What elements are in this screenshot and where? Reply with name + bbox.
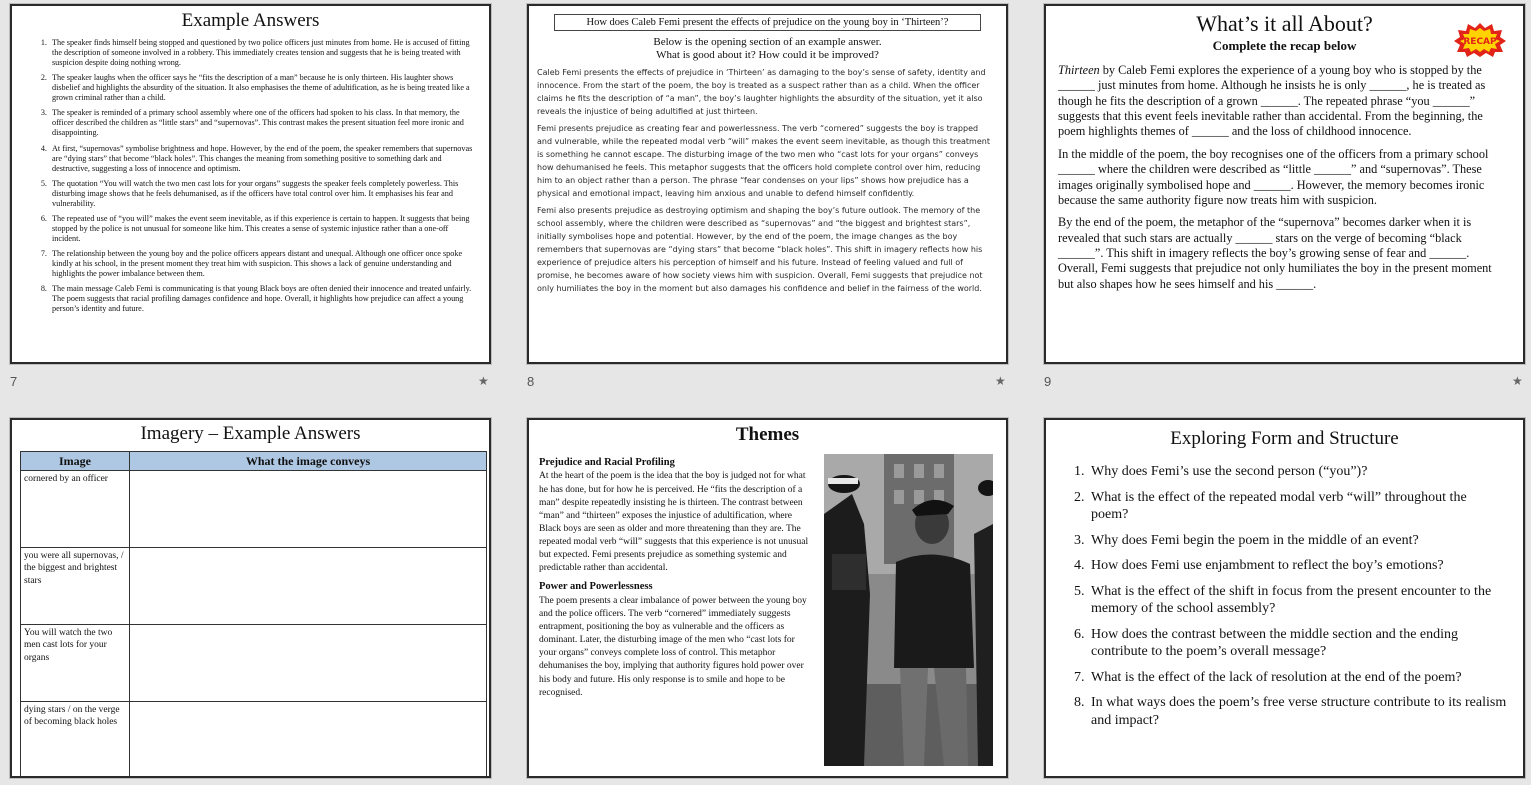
theme-heading: Power and Powerlessness (539, 581, 653, 593)
poem-title: Thirteen (1058, 63, 1100, 77)
star-icon[interactable]: ★ (1512, 374, 1523, 388)
list-item: 6. How does the contrast between the middle section and the ending contribute to the poem’s overall message? (1074, 626, 1459, 659)
police-stop-photo (824, 454, 993, 766)
list-item: 3. Why does Femi begin the poem in the middle of an event? (1074, 532, 1419, 548)
image-cell: You will watch the two men cast lots for your organs (21, 625, 130, 702)
example-answer (537, 67, 994, 295)
question-text: Why does Femi’s use the second person (“you”)? (1091, 464, 1368, 479)
table-row (21, 471, 487, 548)
list-item: 3. The speaker is reminded of a primary school assembly where one of the officers had spoken to his class. In that memory, the officer described the children as “little stars” and “supernovas”. This contrast makes the present situation feel more ironic and disappointing. (49, 108, 475, 138)
slide-number: 8 (527, 374, 535, 389)
table-header-image: Image (21, 452, 130, 471)
list-item: 1. Why does Femi’s use the second person (“you”)? (1074, 464, 1368, 479)
answer-paragraph: Femi presents prejudice as creating fear and powerlessness. The verb “cornered” suggests the boy is trapped and vulnerable, while the repeated modal verb “will” makes the event seem inevitable, as though this treatment is something he cannot escape. The disturbing image of the two men who “cast lots for your organs” conveys how dehumanised he feels. This metaphor suggests that the officers hold complete control over him, reducing him to an object rather than a person. The phrase “fear condenses on your lips” shows how prejudice has a physical and emotional impact, leaving him anxious and unable to defend himself confidently. (537, 124, 990, 198)
list-item: 2. What is the effect of the repeated modal verb “will” throughout the poem? (1074, 489, 1467, 522)
slide-10[interactable] (10, 418, 491, 778)
slide-title: Imagery – Example Answers (140, 423, 361, 444)
slide-11[interactable] (527, 418, 1008, 778)
theme-paragraph: At the heart of the poem is the idea that the boy is judged not for what he has done, but for how he is perceived. He “fits the description of a man” despite repeatedly insisting he is thirteen. The contrast between “man” and “thirteen” exposes the injustice of adultification, where Black boys are seen as older and more threatening than they are. The repeated modal verb “will” suggests that this experience is not unusual but expected. Femi presents prejudice as something systemic and predictable rather than accidental. (539, 471, 809, 574)
list-item: 8. In what ways does the poem’s free verse structure contribute to its realism and impact? (1074, 695, 1507, 728)
answer-paragraph: Femi also presents prejudice as destroying optimism and shaping the boy’s future outlook. The memory of the school assembly, where the children were described as “supernovas” and “the biggest and brightest stars”, initially symbolises hope and potential. However, by the end of the poem, the image changes as the boy remembers that supernovas are “dying stars” that become “black holes”. This shift in imagery reflects how his experience of prejudice alters his perception of himself and his future. Instead of feeling valued and full of promise, he becomes aware of how society views him with suspicion. Overall, Femi suggests that prejudice not only humiliates the boy in the moment but also damages his confidence and belief in the fairness of the world. (537, 205, 983, 293)
table-row (21, 625, 487, 702)
slide-title: Example Answers (181, 10, 320, 31)
imagery-table (20, 451, 487, 778)
slide-12[interactable] (1044, 418, 1525, 778)
themes-text (539, 456, 814, 705)
subtitle-line: What is good about it? How could it be improved? (656, 49, 879, 62)
theme-heading: Prejudice and Racial Profiling (539, 457, 675, 468)
list-item: 8. The main message Caleb Femi is communicating is that young Black boys are often denied their innocence and treated unfairly. The poem suggests that racial profiling damages confidence and hope. Overall, it highlights how prejudice can affect a young person’s identity and future. (49, 284, 475, 314)
slide-8[interactable] (527, 4, 1008, 364)
question-text: What is the effect of the lack of resolution at the end of the poem? (1091, 669, 1462, 685)
question-text: What is the effect of the repeated modal verb “will” throughout the poem? (1091, 489, 1467, 522)
list-item: 1. The speaker finds himself being stopped and questioned by two police officers just minutes from home. He is accused of fitting the description of someone involved in a robbery. This immediately creates tension and suggests that he is being treated with suspicion despite doing nothing wrong. (49, 38, 475, 68)
badge-text: RECAP (1463, 37, 1497, 47)
question-box: How does Caleb Femi present the effects of prejudice on the young boy in ‘Thirteen’? (554, 14, 981, 31)
list-item: 2. The speaker laughs when the officer says he “fits the description of a man” because he is only thirteen. His laughter shows disbelief and highlights the absurdity of the situation. It also emphasises the theme of adultification, as he is being treated like a grown criminal rather than a child. (49, 73, 475, 103)
image-cell: dying stars / on the verge of becoming black holes (21, 702, 130, 779)
slide-number: 7 (10, 374, 18, 389)
table-row (21, 548, 487, 625)
question-text: How does Femi use enjambment to reflect the boy’s emotions? (1091, 558, 1444, 573)
list-item: 6. The repeated use of “you will” makes the event seem inevitable, as if this experience is certain to happen. It suggests that being stopped by the police is not unusual for someone like him. This creates a sense of systemic injustice rather than a one-off incident. (49, 214, 475, 244)
recap-badge-icon (1453, 22, 1507, 58)
slide-title: Themes (735, 424, 800, 445)
slide-subtitle: Complete the recap below (1212, 38, 1357, 53)
conveys-cell[interactable] (130, 625, 487, 702)
star-icon[interactable]: ★ (995, 374, 1006, 388)
question-list (1074, 463, 1507, 729)
slide-title: What’s it all About? (1196, 11, 1373, 36)
answer-list (37, 38, 475, 314)
list-item: 7. The relationship between the young boy and the police officers appears distant and unequal. Although one officer once spoke kindly at his school, in the present moment they treat him with suspicion. This shows a lack of genuine understanding and highlights the power imbalance between them. (49, 249, 475, 279)
list-item: 4. At first, “supernovas” symbolise brightness and hope. However, by the end of the poem, the speaker remembers that supernovas are “dying stars” that become “black holes”. This changes the meaning from something positive to something dark and destructive, suggesting a loss of innocence and optimism. (49, 144, 475, 174)
star-icon[interactable]: ★ (478, 374, 489, 388)
slide-7[interactable] (10, 4, 491, 364)
slide-number: 9 (1044, 374, 1052, 389)
list-item: 5. The quotation “You will watch the two men cast lots for your organs” suggests the speaker feels completely powerless. This disturbing image shows that he feels dehumanised, as if the officers have total control over him. It emphasises his fear and vulnerability. (49, 179, 475, 209)
slide-title: Exploring Form and Structure (1170, 428, 1399, 449)
recap-text-run: by Caleb Femi explores the experience of a young boy who is stopped by the ______ just minutes from home. Although he insists he is only ______, he is treated as though he fits the description of a grown ______. The repeated phrase “you ______” suggests that this event feels inevitable rather than accidental. From the beginning, the poem highlights themes of ______ and the loss of childhood innocence. (1058, 63, 1486, 139)
image-cell: cornered by an officer (21, 471, 130, 548)
recap-paragraph (1058, 63, 1509, 140)
slide-9[interactable] (1044, 4, 1525, 364)
theme-paragraph: The poem presents a clear imbalance of power between the young boy and the police officers. The verb “cornered” immediately suggests entrapment, positioning the boy as vulnerable and the officers as dominant. Later, the disturbing image of the men who “cast lots for your organs” conveys complete loss of control. This metaphor dehumanises the boy, implying that authority figures hold power over his body and future. His only response is to smile and hope to be recognised. (539, 595, 807, 698)
conveys-cell[interactable] (130, 702, 487, 779)
list-item: 4. How does Femi use enjambment to reflect the boy’s emotions? (1074, 558, 1444, 573)
question-text: Why does Femi begin the poem in the middle of an event? (1091, 532, 1419, 548)
table-header-conveys: What the image conveys (130, 452, 487, 471)
conveys-cell[interactable] (130, 471, 487, 548)
recap-paragraph: By the end of the poem, the metaphor of the “supernova” becomes darker when it is revealed that such stars are actually ______ stars on the verge of becoming “black ______”. This shift in imagery reflects the boy’s growing sense of fear and ______. Overall, Femi suggests that prejudice not only humiliates the boy in the present moment but also shapes how he sees himself and his ______. (1058, 215, 1492, 291)
list-item: 7. What is the effect of the lack of resolution at the end of the poem? (1074, 669, 1462, 685)
conveys-cell[interactable] (130, 548, 487, 625)
question-text: What is the effect of the shift in focus from the present encounter to the memory of the school assembly? (1091, 583, 1492, 616)
recap-paragraph: In the middle of the poem, the boy recognises one of the officers from a primary school ______ where the children were described as “little ______” and “supernovas”. These images originally symbolised hope and ______. However, the memory becomes ironic because the same authority figure now treats him with suspicion. (1058, 146, 1489, 207)
recap-text (1058, 63, 1509, 292)
subtitle-line: Below is the opening section of an example answer. (653, 36, 882, 48)
slide-subtitle (529, 36, 1006, 62)
question-text: In what ways does the poem’s free verse structure contribute to its realism and impact? (1091, 695, 1507, 728)
list-item: 5. What is the effect of the shift in focus from the present encounter to the memory of the school assembly? (1074, 583, 1492, 616)
answer-paragraph: Caleb Femi presents the effects of prejudice in ‘Thirteen’ as damaging to the boy’s sense of safety, identity and innocence. From the start of the poem, the boy is treated as a suspect rather than as a child. When the officer claims he fits the description of “a man”, the boy’s laughter highlights the absurdity of the situation, yet it also reveals the injustice of being adultified at just thirteen. (537, 68, 986, 117)
table-row (21, 702, 487, 779)
question-text: How does the contrast between the middle section and the ending contribute to the poem’s overall message? (1091, 626, 1459, 659)
image-cell: you were all supernovas, / the biggest and brightest stars (21, 548, 130, 625)
